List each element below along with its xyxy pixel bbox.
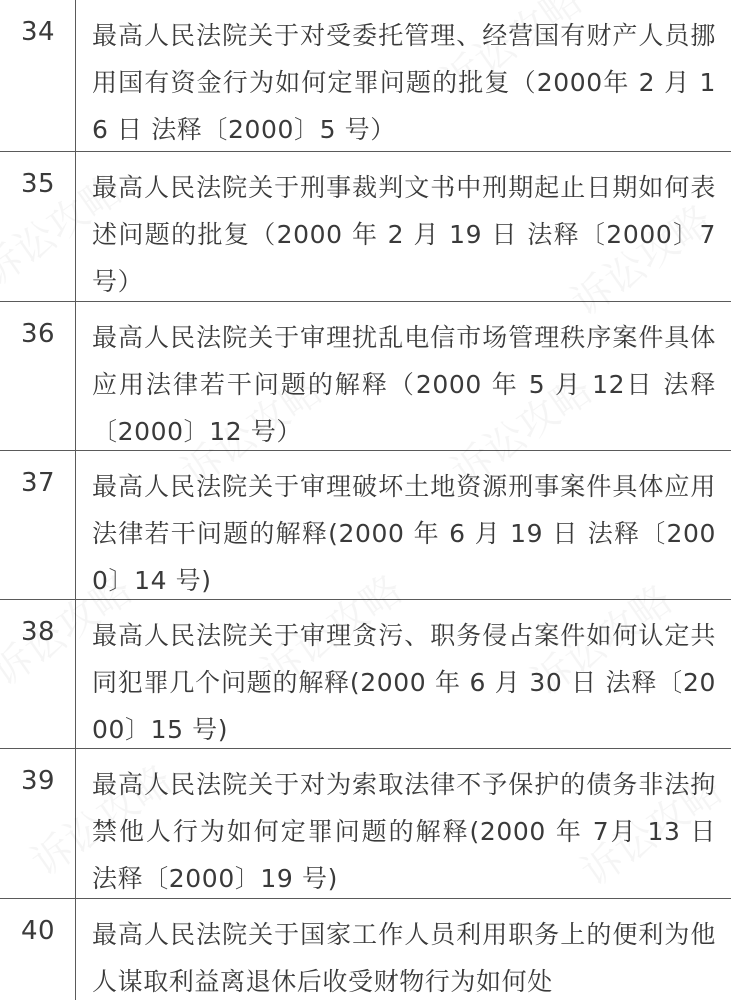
row-number-cell	[0, 899, 76, 1000]
document-title: 最高人民法院关于审理扰乱电信市场管理秩序案件具体应用法律若干问题的解释（2000 年 5 月 12日 法释〔2000〕12 号）	[92, 323, 716, 446]
table-row	[0, 152, 731, 302]
row-number: 37	[20, 468, 56, 498]
row-number-cell	[0, 600, 76, 748]
row-number: 38	[20, 617, 56, 647]
row-number: 39	[20, 766, 56, 796]
table-row	[0, 0, 731, 152]
row-number-cell	[0, 749, 76, 898]
row-number-cell	[0, 152, 76, 301]
document-title: 最高人民法院关于对受委托管理、经营国有财产人员挪用国有资金行为如何定罪问题的批复（2000年 2 月 16 日 法释〔2000〕5 号）	[92, 21, 716, 144]
document-title: 最高人民法院关于对为索取法律不予保护的债务非法拘禁他人行为如何定罪问题的解释(2000 年 7月 13 日 法释〔2000〕19 号)	[92, 770, 716, 893]
document-title: 最高人民法院关于审理贪污、职务侵占案件如何认定共同犯罪几个问题的解释(2000 年 6 月 30 日 法释〔2000〕15 号)	[92, 621, 716, 744]
row-number-cell	[0, 302, 76, 450]
document-title: 最高人民法院关于刑事裁判文书中刑期起止日期如何表述问题的批复（2000 年 2 月 19 日 法释〔2000〕7 号）	[92, 173, 716, 296]
row-number: 34	[20, 17, 56, 47]
table-row	[0, 600, 731, 749]
document-title: 最高人民法院关于审理破坏土地资源刑事案件具体应用法律若干问题的解释(2000 年 6 月 19 日 法释〔2000〕14 号)	[92, 472, 716, 595]
table-row	[0, 451, 731, 600]
row-number-cell	[0, 0, 76, 151]
row-number-cell	[0, 451, 76, 599]
table-row	[0, 302, 731, 451]
document-title: 最高人民法院关于国家工作人员利用职务上的便利为他人谋取利益离退休后收受财物行为如何处	[92, 920, 716, 996]
row-number: 36	[20, 319, 56, 349]
row-number: 40	[20, 916, 56, 946]
table-row	[0, 899, 731, 1000]
row-number: 35	[20, 169, 56, 199]
table-row	[0, 749, 731, 899]
